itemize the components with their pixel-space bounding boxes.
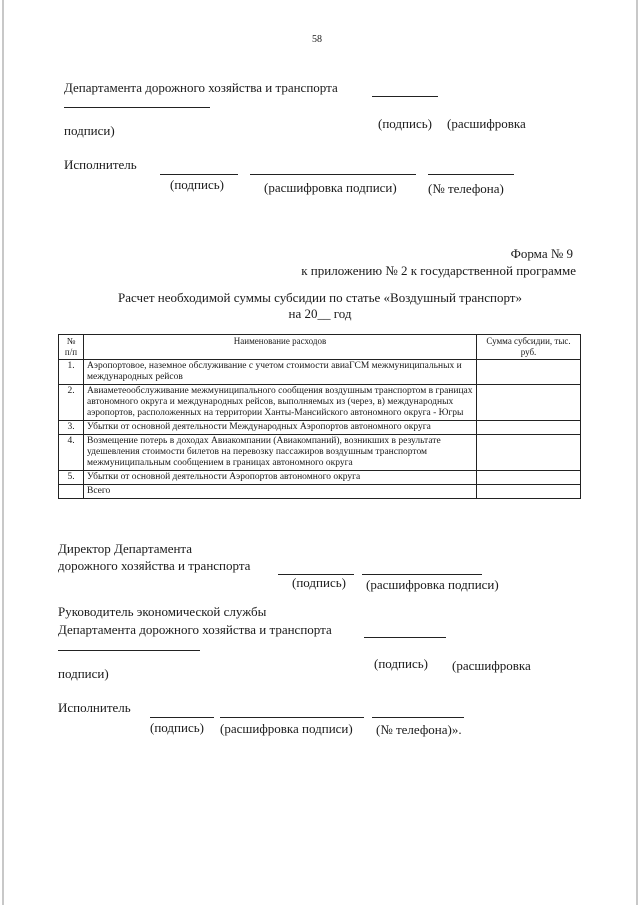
signature-caption: (подпись) xyxy=(378,116,432,131)
exec-decode-caption: (расшифровка подписи) xyxy=(264,180,397,195)
director-decode-caption: (расшифровка подписи) xyxy=(366,577,499,592)
exec-decode-line xyxy=(250,174,416,175)
form-appendix: к приложению № 2 к государственной программе xyxy=(301,263,576,278)
exec2-signature-caption: (подпись) xyxy=(150,720,204,735)
row-sum xyxy=(477,435,581,471)
row-number: 2. xyxy=(59,385,84,421)
form-title-year: на 20__ год xyxy=(288,306,352,321)
row-number: 3. xyxy=(59,421,84,435)
row-expense: Всего xyxy=(84,485,477,499)
executor-label: Исполнитель xyxy=(64,157,137,172)
table-row xyxy=(59,385,581,421)
row-expense: Возмещение потерь в доходах Авиакомпании (Авиакомпаний), возникших в результате удешевления стоимости билетов на перевозку пассажиров воздушным транспортом межмуниципальным сообщением в границах автономного округа xyxy=(84,435,477,471)
signature-line xyxy=(372,96,438,97)
header-expense-name: Наименование расходов xyxy=(84,335,477,360)
table-row xyxy=(59,360,581,385)
table-total-row xyxy=(59,485,581,499)
exec2-phone-caption: (№ телефона)». xyxy=(376,722,462,737)
header-subsidy-sum: Сумма субсидии, тыс. руб. xyxy=(477,335,581,360)
econ-signature-line xyxy=(364,637,446,638)
decode-caption-cont: подписи) xyxy=(64,123,115,138)
econ-signature-caption: (подпись) xyxy=(374,656,428,671)
page-number: 58 xyxy=(312,34,322,45)
decode-line xyxy=(64,107,210,108)
dept-label: Департамента дорожного хозяйства и транспорта xyxy=(64,80,338,95)
row-expense: Авиаметеообслуживание межмуниципального сообщения воздушным транспортом в границах автономного округа и международных рейсов, выполняемых из (через, в) международных аэропортов, расположенных на территории Ханты-Мансийского автономного округа - Югры xyxy=(84,385,477,421)
exec-label: Исполнитель xyxy=(58,700,131,715)
decode-caption: (расшифровка xyxy=(447,116,526,131)
left-page-edge xyxy=(2,0,4,905)
director-dept: дорожного хозяйства и транспорта xyxy=(58,558,251,573)
row-number: 1. xyxy=(59,360,84,385)
exec2-phone-line xyxy=(372,717,464,718)
subsidy-table xyxy=(58,334,581,499)
econ-decode-caption: (расшифровка xyxy=(452,658,531,673)
director-title: Директор Департамента xyxy=(58,541,193,556)
econ-dept: Департамента дорожного хозяйства и транспорта xyxy=(58,622,332,637)
row-sum xyxy=(477,485,581,499)
exec2-decode-caption: (расшифровка подписи) xyxy=(220,721,353,736)
row-sum xyxy=(477,385,581,421)
director-signature-caption: (подпись) xyxy=(292,575,346,590)
row-sum xyxy=(477,421,581,435)
header-number: № п/п xyxy=(59,335,84,360)
exec-phone-line xyxy=(428,174,514,175)
table-row xyxy=(59,471,581,485)
table-row xyxy=(59,435,581,471)
row-number: 4. xyxy=(59,435,84,471)
table-header-row xyxy=(59,335,581,360)
exec2-signature-line xyxy=(150,717,214,718)
exec-signature-line xyxy=(160,174,238,175)
row-expense: Убытки от основной деятельности Международных Аэропортов автономного округа xyxy=(84,421,477,435)
form-number: Форма № 9 xyxy=(510,246,573,261)
row-sum xyxy=(477,471,581,485)
row-number xyxy=(59,485,84,499)
form-title: Расчет необходимой суммы субсидии по статье «Воздушный транспорт» xyxy=(118,290,522,305)
director-decode-line xyxy=(362,574,482,575)
econ-title: Руководитель экономической службы xyxy=(58,604,267,619)
row-number: 5. xyxy=(59,471,84,485)
econ-decode-caption-cont: подписи) xyxy=(58,666,109,681)
row-expense: Аэропортовое, наземное обслуживание с учетом стоимости авиаГСМ межмуниципальных и международных рейсов xyxy=(84,360,477,385)
row-sum xyxy=(477,360,581,385)
table-row xyxy=(59,421,581,435)
exec-phone-caption: (№ телефона) xyxy=(428,181,504,196)
exec-signature-caption: (подпись) xyxy=(170,177,224,192)
right-page-edge xyxy=(636,0,638,905)
row-expense: Убытки от основной деятельности Аэропортов автономного округа xyxy=(84,471,477,485)
exec2-decode-line xyxy=(220,717,364,718)
econ-decode-line xyxy=(58,650,200,651)
